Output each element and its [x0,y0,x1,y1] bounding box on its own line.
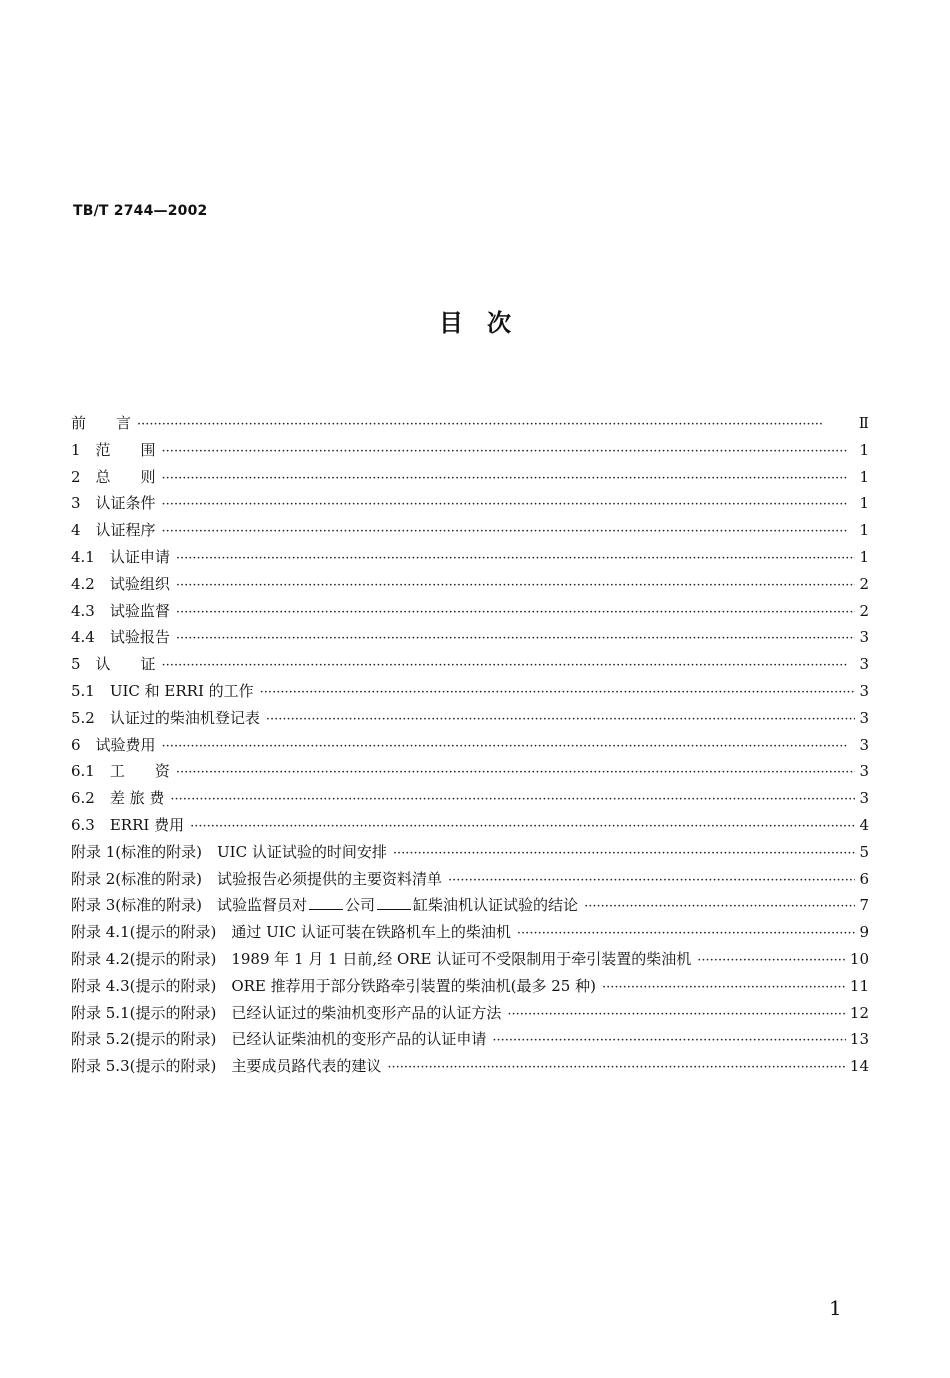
toc-entry-label: 附录 4.2(提示的附录) 1989 年 1 月 1 日前,经 ORE 认证可不受限制用于牵引装置的柴油机 [71,949,692,968]
dot-leader [162,471,855,486]
dot-leader [190,819,855,834]
toc-entry-4-2[interactable] [71,573,869,600]
dot-leader [137,417,855,432]
toc-entry-label-part: 公司 [345,896,376,915]
dot-leader [448,873,855,888]
dot-leader [176,578,855,593]
page-number: 1 [829,1296,842,1320]
toc-entry-label: 6.3 ERRI 费用 [71,815,185,834]
toc-entry-4-1[interactable] [71,546,869,573]
toc-entry-page: Ⅱ [858,414,869,432]
dot-leader [162,524,855,539]
toc-entry-page: 1 [859,467,869,486]
toc-entry-page: 3 [859,681,869,700]
toc-entry-label: 附录 4.1(提示的附录) 通过 UIC 认证可装在铁路机车上的柴油机 [71,923,511,942]
toc-entry-label: 附录 5.2(提示的附录) 已经认证柴油机的变形产品的认证申请 [71,1030,487,1049]
toc-entry-conditions[interactable] [71,492,869,519]
toc-entry-page: 13 [849,1030,869,1049]
toc-entry-appendix-2[interactable] [71,868,869,895]
dot-leader [176,631,855,646]
toc-entry-label: 5.1 UIC 和 ERRI 的工作 [71,681,254,700]
toc-entry-fees[interactable] [71,734,869,761]
dot-leader [697,953,846,968]
toc-entry-page: 1 [859,521,869,540]
toc-entry-appendix-4-2[interactable] [71,948,869,975]
toc-entry-page: 10 [849,949,869,968]
toc-entry-certification[interactable] [71,653,869,680]
toc-entry-page: 5 [859,842,869,861]
page-title: 目 次 [439,309,511,337]
dot-leader [162,497,855,512]
toc-entry-general[interactable] [71,466,869,493]
toc-entry-label: 附录 5.3(提示的附录) 主要成员路代表的建议 [71,1057,382,1076]
toc-entry-label: 5.2 认证过的柴油机登记表 [71,708,260,727]
toc-entry-procedure[interactable] [71,519,869,546]
toc-entry-page: 3 [859,762,869,781]
toc-entry-label: 6 试验费用 [71,735,156,754]
dot-leader [492,1033,846,1048]
toc-entry-6-2[interactable] [71,787,869,814]
toc-entry-foreword[interactable] [71,412,869,439]
toc-entry-label: 5 认 证 [71,655,156,674]
fill-in-blank [377,908,411,910]
dot-leader [393,846,855,861]
dot-leader [176,605,855,620]
dot-leader [517,926,855,941]
dot-leader [162,444,855,459]
toc-entry-appendix-5-1[interactable] [71,1002,869,1029]
dot-leader [162,658,855,673]
dot-leader [176,765,855,780]
toc-entry-label: 6.1 工 资 [71,762,170,781]
toc-entry-label: 附录 1(标准的附录) UIC 认证试验的时间安排 [71,842,387,861]
toc-entry-page: 6 [859,869,869,888]
dot-leader [176,551,855,566]
toc-entry-page: 3 [859,708,869,727]
dot-leader [507,1007,846,1022]
toc-entry-page: 2 [859,601,869,620]
toc-entry-appendix-5-3[interactable] [71,1055,869,1082]
table-of-contents [71,412,869,1082]
dot-leader [260,685,855,700]
toc-entry-label-part: 附录 3(标准的附录) 试验监督员对 [71,896,308,915]
toc-entry-page: 3 [859,735,869,754]
toc-entry-page: 3 [859,628,869,647]
toc-entry-page: 1 [859,494,869,513]
toc-entry-4-4[interactable] [71,626,869,653]
dot-leader [387,1060,846,1075]
toc-entry-page: 1 [859,547,869,566]
dot-leader [584,899,855,914]
toc-entry-label: 4.2 试验组织 [71,574,170,593]
toc-entry-page: 3 [859,789,869,808]
standard-identifier: TB/T 2744—2002 [73,203,208,219]
toc-entry-appendix-3[interactable] [71,894,869,921]
toc-entry-appendix-4-3[interactable] [71,975,869,1002]
toc-entry-label: 前 言 [71,414,132,432]
toc-entry-label: 附录 5.1(提示的附录) 已经认证过的柴油机变形产品的认证方法 [71,1003,502,1022]
toc-entry-5-1[interactable] [71,680,869,707]
toc-entry-label: 附录 2(标准的附录) 试验报告必须提供的主要资料清单 [71,869,443,888]
toc-entry-page: 2 [859,574,869,593]
toc-entry-label: 4.1 认证申请 [71,547,170,566]
toc-entry-scope[interactable] [71,439,869,466]
toc-entry-page: 4 [859,815,869,834]
toc-entry-5-2[interactable] [71,707,869,734]
toc-entry-page: 7 [859,896,869,915]
toc-entry-label: 3 认证条件 [71,494,156,513]
toc-entry-page: 9 [859,923,869,942]
toc-entry-4-3[interactable] [71,600,869,627]
toc-entry-6-1[interactable] [71,760,869,787]
toc-entry-page: 14 [849,1057,869,1076]
dot-leader [266,712,855,727]
toc-entry-page: 3 [859,655,869,674]
dot-leader [170,792,855,807]
toc-entry-page: 1 [859,440,869,459]
toc-entry-appendix-4-1[interactable] [71,921,869,948]
toc-entry-6-3[interactable] [71,814,869,841]
toc-entry-label: 4.4 试验报告 [71,628,170,647]
dot-leader [602,980,846,995]
toc-entry-page: 12 [849,1003,869,1022]
toc-entry-label: 1 范 围 [71,440,156,459]
toc-entry-label: 4 认证程序 [71,521,156,540]
dot-leader [162,739,855,754]
toc-entry-appendix-5-2[interactable] [71,1028,869,1055]
toc-entry-label: 附录 4.3(提示的附录) ORE 推荐用于部分铁路牵引装置的柴油机(最多 25 种) [71,976,596,995]
toc-entry-label: 2 总 则 [71,467,156,486]
fill-in-blank [309,908,343,910]
toc-entry-appendix-1[interactable] [71,841,869,868]
toc-entry-page: 11 [849,976,869,995]
toc-entry-label: 6.2 差 旅 费 [71,789,165,808]
toc-entry-label [71,894,578,915]
toc-entry-label-part: 缸柴油机认证试验的结论 [413,896,579,915]
toc-entry-label: 4.3 试验监督 [71,601,170,620]
